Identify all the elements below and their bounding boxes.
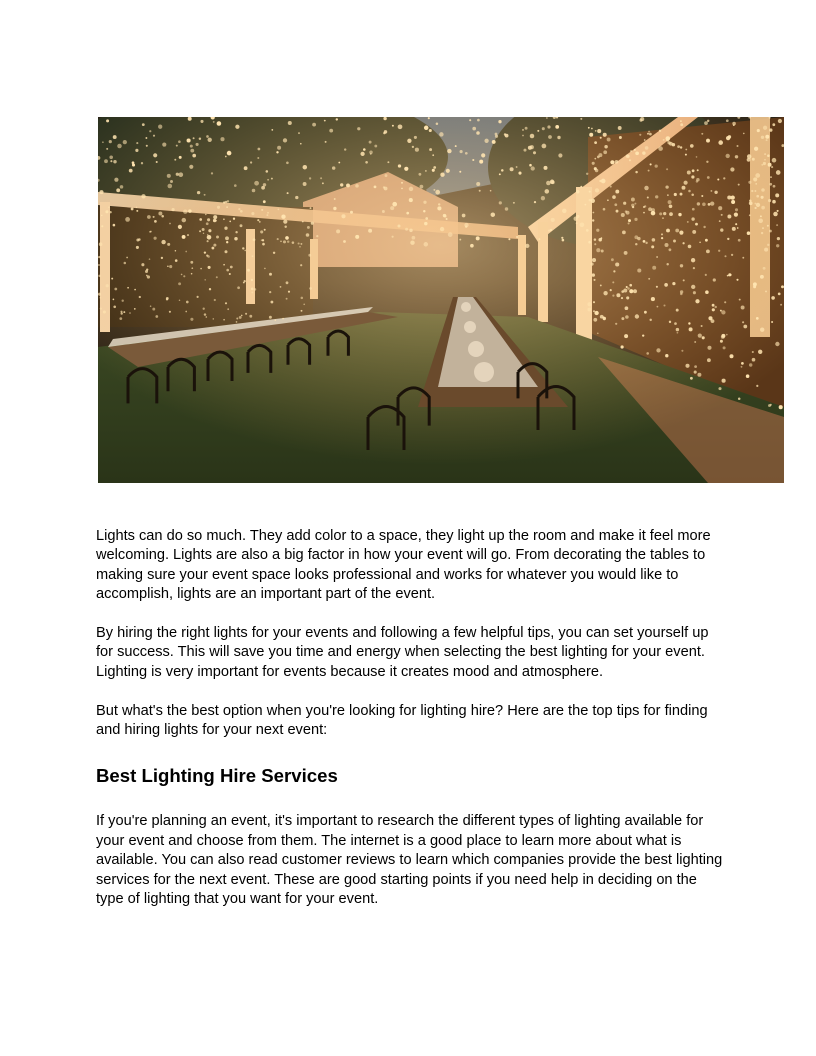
- tips-paragraph: By hiring the right lights for your events and following a few helpful tips, you can set yourself up for success. This will save you time and energy when selecting the best lighting for your event. Lighting is very important for events because it creates mood and atmosphere.: [96, 625, 709, 680]
- intro-paragraph: Lights can do so much. They add color to a space, they light up the room and make it feel more welcoming. Lights are also a big factor in how your event will go. From decorating the tables to making sure your event space looks professional and works for whatever you would like to accomplish, lights are an important part of the event.: [96, 528, 711, 603]
- article-body: [96, 527, 726, 909]
- section-paragraph: If you're planning an event, it's important to research the different types of lighting available for your event and choose from them. The internet is a good place to learn more about what is available. You can also read customer reviews to learn which companies provide the best lighting services for the next event. These are good starting points if you need help in deciding on the type of lighting that you want for your event.: [96, 813, 723, 908]
- section-heading: Best Lighting Hire Services: [96, 765, 338, 787]
- event-lighting-photo: [98, 117, 784, 483]
- question-paragraph: But what's the best option when you're looking for lighting hire? Here are the top tips for finding and hiring lights for your next event:: [96, 702, 708, 739]
